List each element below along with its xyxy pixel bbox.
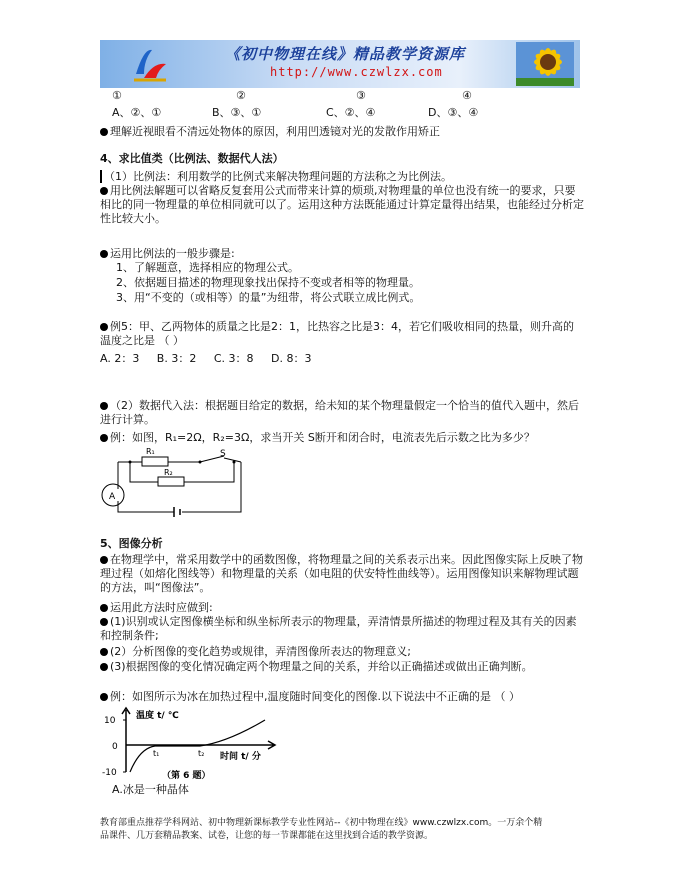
graph-method-desc: 在物理学中，常采用数学中的函数图像，将物理量之间的关系表示出来。因此图像实际上反映了物理过程（如熔化图线等）和物理量的关系（如电阻的伏安特性曲线等）。运用图像知识来解物理试题的方法，叫“图像法”。 (100, 553, 583, 594)
bullet-icon (100, 187, 108, 195)
circle-label-4: ④ (462, 89, 472, 102)
bullet-icon (100, 618, 108, 626)
bullet-icon (100, 604, 108, 612)
bullet-icon (100, 434, 108, 442)
bullet-icon (100, 663, 108, 671)
bullet-icon (100, 556, 108, 564)
circuit-outer-wire (118, 462, 241, 512)
tick-t2: t₂ (198, 749, 205, 758)
graph-step-1: (1)识别或认定图像横坐标和纵坐标所表示的物理量，弄清情景所描述的物理过程及其有关的因素和控制条件; (100, 615, 577, 642)
bullet-icon (100, 128, 108, 136)
label-a: A (109, 492, 116, 502)
circle-label-3: ③ (356, 89, 366, 102)
tick-10: 10 (104, 716, 116, 726)
site-logo-icon (130, 44, 170, 84)
answer-option-a: A.冰是一种晶体 (112, 783, 189, 796)
option-c: C、②、④ (326, 106, 376, 119)
ratio-step-3: 3、用“不变的（或相等）的量”为纽带，将公式联立成比例式。 (116, 291, 421, 304)
data-substitution-def: （2）数据代入法：根据题目给定的数据，给未知的某个物理量假定一个恰当的值代入题中，然后进行计算。 (100, 399, 579, 426)
example-circuit: 例：如图，R₁=2Ω，R₂=3Ω，求当开关 S断开和闭合时，电流表先后示数之比为多少？ (100, 431, 535, 445)
bullet-icon (100, 250, 108, 258)
label-s: S (220, 449, 226, 459)
ratio-step-2: 2、依据题目描述的物理现象找出保持不变或者相等的物理量。 (116, 276, 420, 289)
graph-caption: （第 6 题） (162, 771, 211, 781)
footer-line-2: 品课件、几万套精品教案、试卷，让您的每一节课都能在这里找到合适的教学资源。 (100, 831, 434, 841)
bullet-icon (100, 402, 108, 410)
ratio-steps-title: 运用比例法的一般步骤是: (100, 247, 235, 261)
tick-0: 0 (112, 742, 118, 752)
resistor-r1 (142, 457, 168, 466)
circle-label-1: ① (112, 89, 122, 102)
bullet-icon (100, 693, 108, 701)
graph-step-3: (3)根据图像的变化情况确定两个物理量之间的关系，并给以正确描述或做出正确判断。 (100, 660, 533, 674)
bullet-icon (100, 323, 108, 331)
option-a: A、②、① (112, 106, 162, 119)
ratio-method-def: （1）比例法：利用数学的比例式来解决物理问题的方法称之为比例法。 (100, 170, 452, 184)
ratio-method-desc: 用比例法解题可以省略反复套用公式而带来计算的烦琐,对物理量的单位也没有统一的要求，只要相比的同一物理量的单位相同就可以了。运用这种方法既能通过计算定量得出结果，也能经过分析定性比较大小。 (100, 184, 584, 225)
graph-xlabel: 时间 t/ 分 (220, 752, 261, 762)
section-4-title: 4、求比值类（比例法、数据代人法） (100, 152, 284, 165)
bullet-icon (100, 648, 108, 656)
circle-label-2: ② (236, 89, 246, 102)
temperature-graph (100, 706, 280, 784)
banner-url[interactable]: http://www.czwlzx.com (270, 65, 443, 79)
example-5-options: A. 2：3 B. 3：2 C. 3：8 D. 8：3 (100, 352, 312, 365)
myopia-note: 理解近视眼看不清远处物体的原因，利用凹透镜对光的发散作用矫正 (100, 125, 440, 139)
graph-method-steps-title: 运用此方法时应做到: (100, 601, 213, 615)
tick-neg10: -10 (102, 768, 117, 778)
y-axis (122, 708, 130, 772)
temperature-curve (130, 720, 265, 772)
page-footer (100, 817, 586, 843)
battery-icon (174, 507, 180, 517)
site-banner (100, 40, 580, 88)
resistor-r2 (158, 477, 184, 486)
banner-title: 《初中物理在线》精品教学资源库 (225, 45, 466, 63)
circuit-diagram (96, 446, 248, 522)
tick-t1: t₁ (153, 749, 160, 758)
example-graph: 例：如图所示为冰在加热过程中,温度随时间变化的图像.以下说法中不正确的是 （ ） (100, 690, 520, 704)
ratio-step-1: 1、了解题意，选择相应的物理公式。 (116, 261, 299, 274)
section-5-title: 5、图像分析 (100, 537, 163, 550)
label-r1: R₁ (146, 447, 155, 456)
option-b: B、③、① (212, 106, 262, 119)
example-5: 例5：甲、乙两物体的质量之比是2：1，比热容之比是3：4，若它们吸收相同的热量，则升高的温度之比是 （ ） (100, 320, 574, 347)
graph-step-2: (2）分析图像的变化趋势或规律，弄清图像所表达的物理意义; (100, 645, 411, 659)
option-d: D、③、④ (428, 106, 479, 119)
label-r2: R₂ (164, 468, 173, 477)
graph-ylabel: 温度 t/ ℃ (136, 711, 179, 721)
circuit-branch-wire (130, 462, 234, 482)
footer-line-1: 教育部重点推荐学科网站、初中物理新课标教学专业性网站--《初中物理在线》www.czwlzx.com。一万余个精 (100, 818, 543, 828)
sunflower-icon (516, 42, 574, 86)
